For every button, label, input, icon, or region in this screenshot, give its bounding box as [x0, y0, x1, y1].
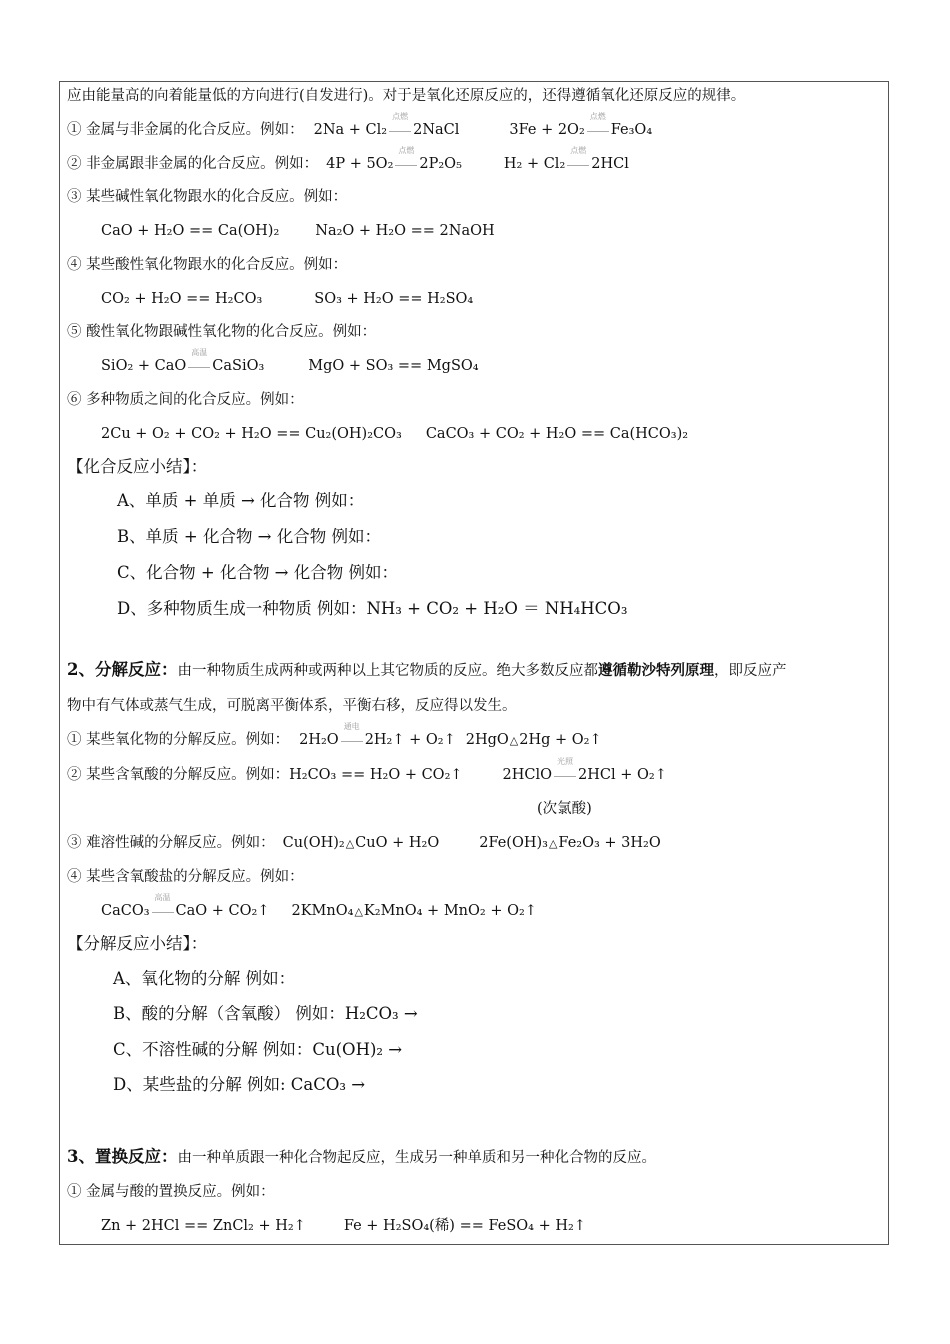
- eq-fe-right: Fe₃O₄: [610, 122, 653, 138]
- s2-item-2-note: (次氯酸): [537, 801, 592, 817]
- s3-eq-row-1: [101, 1216, 586, 1236]
- s2-item-3: [67, 833, 661, 854]
- s2-summary-c: C、不溶性碱的分解 例如：Cu(OH)₂ →: [113, 1040, 403, 1059]
- eq-cu: 2Cu + O₂ + CO₂ + H₂O == Cu₂(OH)₂CO₃: [101, 426, 402, 442]
- eq-na-right: 2NaCl: [413, 122, 460, 138]
- item-label: ① 某些氧化物的分解反应。例如：: [67, 732, 290, 748]
- s1-summary-title: 【化合反应小结】：: [67, 457, 208, 476]
- s1-item-1: [67, 112, 653, 140]
- eq-so3: SO₃ + H₂O == H₂SO₄: [314, 291, 474, 307]
- condition-ignite: 点燃: [587, 120, 609, 140]
- section-title: 2、分解反应：: [67, 660, 178, 679]
- eq-hclo-right: 2HCl + O₂↑: [578, 767, 667, 783]
- item-label: ③ 难溶性碱的分解反应。例如：: [67, 835, 275, 851]
- eq-mgo: MgO + SO₃ == MgSO₄: [308, 358, 479, 374]
- intro-text: 应由能量高的向着能量低的方向进行(自发进行)。对于是氧化还原反应的，还得遵循氧化还原反应的规律。: [67, 88, 746, 104]
- eq-kmno4-right: K₂MnO₄ + MnO₂ + O₂↑: [363, 903, 537, 919]
- eq-caco3d-left: CaCO₃: [101, 903, 150, 919]
- eq-kmno4-left: 2KMnO₄: [291, 903, 354, 919]
- s1-eq-row-3: [101, 221, 495, 241]
- condition-high-temp: 高温: [152, 901, 174, 921]
- s1-eq-row-6: [101, 424, 688, 444]
- condition-light: 光照: [554, 765, 576, 785]
- s3-heading: [67, 1147, 656, 1168]
- heat-icon: △: [509, 734, 519, 747]
- item-label: ② 非金属跟非金属的化合反应。例如：: [67, 156, 319, 172]
- eq-p-left: 4P + 5O₂: [326, 156, 394, 172]
- condition-ignite: 点燃: [389, 120, 411, 140]
- s1-summary-a: A、单质 + 单质 → 化合物 例如：: [117, 491, 365, 510]
- eq-h-left: H₂ + Cl₂: [503, 156, 566, 172]
- condition-electric: 通电: [341, 730, 363, 750]
- s3-item-1: ① 金属与酸的置换反应。例如：: [67, 1184, 275, 1200]
- eq-feoh-left: 2Fe(OH)₃: [479, 835, 548, 851]
- eq-caco3d-right: CaO + CO₂↑: [175, 903, 270, 919]
- heat-icon: △: [354, 905, 363, 918]
- condition-ignite: 点燃: [567, 154, 589, 174]
- eq-hclo-left: 2HClO: [502, 767, 553, 783]
- s1-summary-b: B、单质 + 化合物 → 化合物 例如：: [117, 527, 381, 546]
- s2-summary-b: B、酸的分解（含氧酸） 例如：H₂CO₃ →: [113, 1004, 418, 1023]
- section-title: 3、置换反应：: [67, 1147, 178, 1166]
- eq-fe-acid: Fe + H₂SO₄(稀) == FeSO₄ + H₂↑: [343, 1218, 586, 1234]
- s1-item-6: ⑥ 多种物质之间的化合反应。例如：: [67, 392, 304, 408]
- eq-h2co3: H₂CO₃ == H₂O + CO₂↑: [289, 767, 463, 783]
- s1-item-5: ⑤ 酸性氧化物跟碱性氧化物的化合反应。例如：: [67, 324, 377, 340]
- eq-h2o-right: 2H₂↑ + O₂↑: [364, 732, 456, 748]
- s1-item-4: ④ 某些酸性氧化物跟水的化合反应。例如：: [67, 257, 348, 273]
- s1-summary-c: C、化合物 + 化合物 → 化合物 例如：: [117, 563, 398, 582]
- eq-co2: CO₂ + H₂O == H₂CO₃: [101, 291, 263, 307]
- s2-eq-row-4: [101, 893, 537, 922]
- section-desc: 由一种单质跟一种化合物起反应，生成另一种单质和另一种化合物的反应。: [177, 1150, 656, 1166]
- s1-item-3: ③ 某些碱性氧化物跟水的化合反应。例如：: [67, 189, 348, 205]
- eq-h-right: 2HCl: [591, 156, 629, 172]
- heat-icon: △: [345, 837, 355, 850]
- eq-na2o: Na₂O + H₂O == 2NaOH: [315, 223, 495, 239]
- eq-hgo-left: 2HgO: [465, 732, 509, 748]
- eq-feoh-right: Fe₂O₃ + 3H₂O: [558, 835, 661, 851]
- heat-icon: △: [548, 837, 558, 850]
- s2-item-1: [67, 722, 602, 751]
- eq-cuoh-left: Cu(OH)₂: [282, 835, 345, 851]
- section-desc: 由一种物质生成两种或两种以上其它物质的反应。绝大多数反应都: [177, 663, 598, 679]
- eq-p-right: 2P₂O₅: [419, 156, 462, 172]
- condition-ignite: 点燃: [395, 154, 417, 174]
- eq-cao: CaO + H₂O == Ca(OH)₂: [101, 223, 280, 239]
- s1-eq-row-4: [101, 289, 473, 309]
- s2-item-4: ④ 某些含氧酸盐的分解反应。例如：: [67, 869, 304, 885]
- s2-desc-line-2: 物中有气体或蒸气生成，可脱离平衡体系，平衡右移，反应得以发生。: [67, 698, 517, 714]
- section-desc-emphasis: 遵循勒沙特列原理: [597, 662, 714, 679]
- summary-d-equation: NH₃ + CO₂ + H₂O ＝ NH₄HCO₃: [366, 599, 628, 618]
- eq-cuoh-right: CuO + H₂O: [355, 835, 440, 851]
- s2-summary-a: A、氧化物的分解 例如：: [113, 969, 296, 988]
- s1-eq-row-5: [101, 348, 479, 376]
- summary-d-text: D、多种物质生成一种物质 例如：: [117, 599, 367, 618]
- s2-summary-d: D、某些盐的分解 例如: CaCO₃ →: [113, 1075, 366, 1094]
- eq-sio2-right: CaSiO₃: [212, 358, 265, 374]
- eq-na-left: 2Na + Cl₂: [313, 122, 388, 138]
- item-label: ① 金属与非金属的化合反应。例如：: [67, 122, 304, 138]
- s2-heading: [67, 660, 786, 681]
- eq-h2o-left: 2H₂O: [299, 732, 339, 748]
- eq-fe-left: 3Fe + 2O₂: [509, 122, 585, 138]
- condition-high-temp: 高温: [188, 356, 210, 376]
- s1-summary-d: [117, 599, 627, 619]
- eq-caco3: CaCO₃ + CO₂ + H₂O == Ca(HCO₃)₂: [425, 426, 689, 442]
- section-desc-tail: ，即反应产: [713, 663, 787, 679]
- s1-item-2: [67, 146, 629, 174]
- s2-summary-title: 【分解反应小结】：: [67, 934, 208, 953]
- eq-zn: Zn + 2HCl == ZnCl₂ + H₂↑: [101, 1218, 306, 1234]
- s2-item-2: [67, 757, 667, 785]
- eq-hgo-right: 2Hg + O₂↑: [519, 732, 602, 748]
- eq-sio2-left: SiO₂ + CaO: [101, 358, 187, 374]
- item-label: ② 某些含氧酸的分解反应。例如：: [67, 767, 290, 783]
